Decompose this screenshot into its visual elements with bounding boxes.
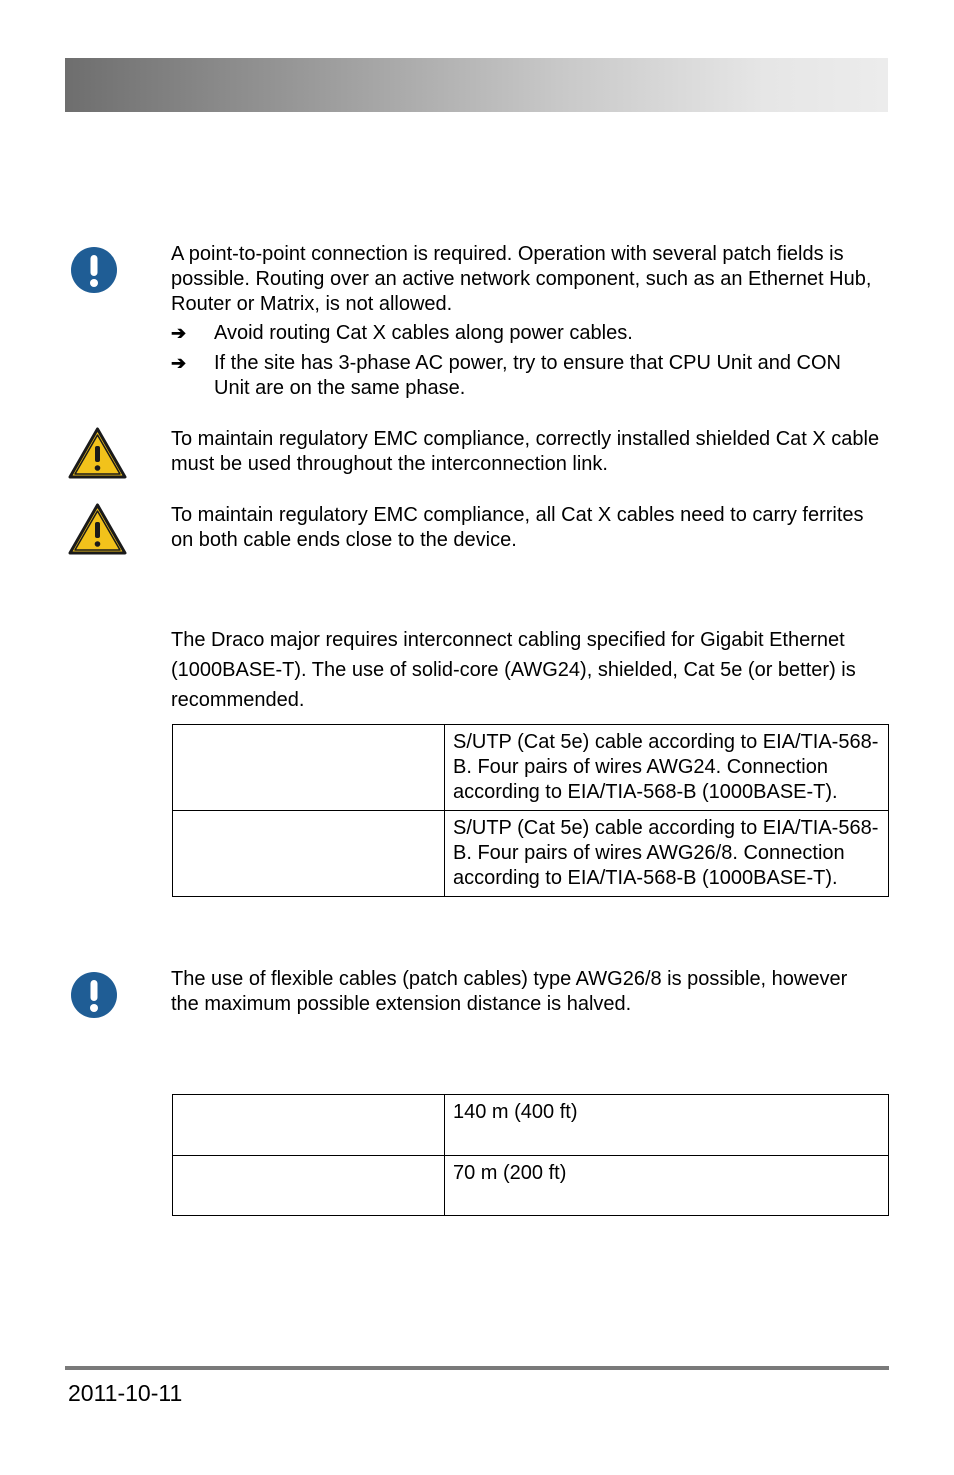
table-value-cell: 70 m (200 ft) [445, 1156, 889, 1216]
table-label-cell [173, 1156, 445, 1216]
footer-date: 2011-10-11 [68, 1380, 183, 1406]
note-flexible-cables-text [171, 967, 861, 1017]
bullet-text: Avoid routing Cat X cables along power cables. [214, 322, 633, 344]
bullet-text: If the site has 3-phase AC power, try to ensure that CPU Unit and CON Unit are on the same phase. [214, 352, 841, 399]
warning-triangle-icon [68, 427, 127, 480]
footer-divider [65, 1366, 889, 1370]
table-row [173, 1095, 889, 1156]
warning-triangle-icon [68, 503, 127, 556]
bullet-3-phase-power [171, 351, 891, 401]
warning-ferrites-paragraph: To maintain regulatory EMC compliance, all Cat X cables need to carry ferrites on both cable ends close to the device. [171, 504, 864, 551]
bullet-avoid-power-cables [171, 321, 891, 346]
note-point-to-point-paragraph: A point-to-point connection is required. Operation with several patch fields is possible. Routing over an active network component, such as an Ethernet Hub, Router or Matrix, is not allowed. [171, 243, 872, 315]
table-label-cell [173, 1095, 445, 1156]
warning-shielded-cable-text [171, 427, 891, 477]
table-row [173, 811, 889, 897]
warning-shielded-cable-paragraph: To maintain regulatory EMC compliance, correctly installed shielded Cat X cable must be used throughout the interconnection link. [171, 428, 880, 475]
note-flexible-cables-paragraph: The use of flexible cables (patch cables) type AWG26/8 is possible, however the maximum possible extension distance is halved. [171, 968, 848, 1015]
note-exclamation-icon [70, 971, 118, 1019]
cabling-intro-text [171, 625, 886, 715]
distance-table [172, 1094, 889, 1216]
table-value-cell: S/UTP (Cat 5e) cable according to EIA/TIA-568-B. Four pairs of wires AWG26/8. Connection according to EIA/TIA-568-B (1000BASE-T). [445, 811, 889, 897]
warning-ferrites-text [171, 503, 871, 553]
cable-spec-table [172, 724, 889, 897]
note-point-to-point-text [171, 242, 886, 317]
table-row [173, 725, 889, 811]
table-row [173, 1156, 889, 1216]
page-header-bar [65, 58, 888, 112]
arrow-right-icon: ➔ [171, 353, 187, 373]
note-exclamation-icon [70, 246, 118, 294]
cabling-intro-paragraph: The Draco major requires interconnect cabling specified for Gigabit Ethernet (1000BASE-T). The use of solid-core (AWG24), shielded, Cat 5e (or better) is recommended. [171, 629, 856, 711]
table-label-cell [173, 811, 445, 897]
arrow-right-icon: ➔ [171, 323, 187, 343]
table-value-cell: S/UTP (Cat 5e) cable according to EIA/TIA-568-B. Four pairs of wires AWG24. Connection according to EIA/TIA-568-B (1000BASE-T). [445, 725, 889, 811]
table-value-cell: 140 m (400 ft) [445, 1095, 889, 1156]
table-label-cell [173, 725, 445, 811]
